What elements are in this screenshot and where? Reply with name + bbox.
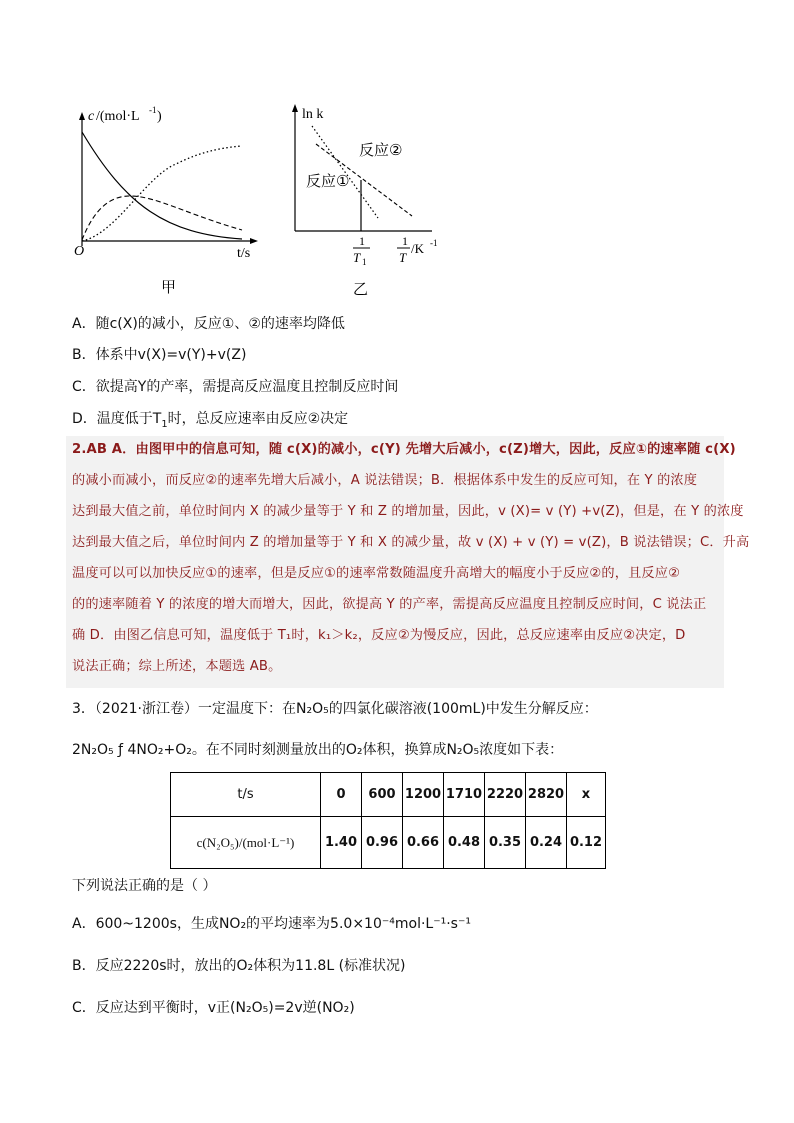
table-cell: 1.40	[321, 817, 362, 869]
table-header-cell: 2220	[485, 773, 526, 817]
yi-y-arrow-icon	[292, 104, 298, 112]
yi-tick-T: T	[353, 250, 361, 265]
q2-option-d	[72, 409, 348, 435]
yi-tick-sub: 1	[362, 257, 367, 267]
yi-x-unit: /K	[411, 241, 424, 256]
answer-line-7: 确 D．由图乙信息可知，温度低于 T₁时，k₁＞k₂，反应②为慢反应，因此，总反应速率由反应②决定，D	[72, 628, 686, 643]
kinetics-figures-svg	[66, 96, 456, 306]
answer-line-5: 温度可以可以加快反应①的速率，但是反应①的速率常数随温度升高增大的幅度小于反应②的，且反应②	[72, 566, 681, 581]
jia-y-label-c: c	[88, 109, 95, 124]
figure-yi	[292, 104, 438, 298]
yi-x-denominator: T	[399, 250, 407, 265]
table-header-cell: x	[567, 773, 606, 817]
yi-y-label: ln k	[302, 107, 324, 122]
table-cell: 0.35	[485, 817, 526, 869]
table-header-cell: 600	[362, 773, 403, 817]
answer-line-8: 说法正确；综上所述，本题选 AB。	[72, 659, 282, 674]
q3-option-b: B．反应2220s时，放出的O₂体积为11.8L (标准状况)	[72, 958, 406, 974]
jia-y-label-close: )	[157, 109, 162, 124]
q2-option-d-post: 时，总反应速率由反应②决定	[167, 411, 349, 427]
q3-prompt: 下列说法正确的是（ ）	[72, 878, 217, 894]
table-cell: 0.12	[567, 817, 606, 869]
table-header-cell: 1710	[444, 773, 485, 817]
table-header-cell: 1200	[403, 773, 444, 817]
q2-option-d-sub: 1	[161, 418, 168, 430]
q3-option-a: A．600~1200s，生成NO₂的平均速率为5.0×10⁻⁴mol·L⁻¹·s⁻¹	[72, 916, 471, 932]
yi-label-reaction1: 反应①	[306, 172, 350, 190]
yi-x-unit-exp: -1	[430, 238, 438, 248]
q2-option-b: B．体系中v(X)=v(Y)+v(Z)	[72, 347, 247, 363]
yi-tick-numerator: 1	[359, 234, 365, 248]
yi-caption: 乙	[353, 280, 369, 298]
figures	[66, 96, 456, 306]
yi-x-numerator: 1	[402, 234, 408, 248]
table-cell: 0.96	[362, 817, 403, 869]
q3-equation: 2N₂O₅ ƒ 4NO₂+O₂。在不同时刻测量放出的O₂体积，换算成N₂O₅浓度如下表：	[72, 742, 564, 758]
table-row	[171, 817, 606, 869]
jia-y-label-unit: /(mol·L	[96, 109, 140, 124]
table-cell: 0.66	[403, 817, 444, 869]
yi-label-reaction2: 反应②	[359, 141, 403, 159]
q2-option-c: C．欲提高Y的产率，需提高反应温度且控制反应时间	[72, 379, 399, 395]
concentration-table	[170, 772, 606, 869]
answer-line-2: 的减小而减小，而反应②的速率先增大后减小，A 说法错误；B．根据体系中发生的反应可知，在 Y 的浓度	[72, 473, 698, 488]
table-header-row	[171, 773, 606, 817]
jia-y-arrow-icon	[79, 112, 85, 120]
figure-jia	[74, 105, 258, 296]
table-header-cell: 2820	[526, 773, 567, 817]
q2-option-d-pre: D．温度低于T	[72, 411, 162, 427]
q2-option-a: A．随c(X)的减小，反应①、②的速率均降低	[72, 316, 345, 332]
table-cell: 0.24	[526, 817, 567, 869]
q3-option-c: C．反应达到平衡时，v正(N₂O₅)=2v逆(NO₂)	[72, 1000, 355, 1016]
jia-origin: O	[74, 244, 85, 259]
answer-line-6: 的的速率随着 Y 的浓度的增大而增大，因此，欲提高 Y 的产率，需提高反应温度且控制反应时间，C 说法正	[72, 597, 707, 612]
answer-line-3: 达到最大值之前，单位时间内 X 的减少量等于 Y 和 Z 的增加量，因此，v (X)= v (Y) +v(Z)，但是，在 Y 的浓度	[72, 504, 744, 519]
table-row-label: c(N₂O₅)/(mol·L⁻¹)	[171, 817, 321, 869]
jia-caption: 甲	[161, 278, 177, 296]
jia-y-label-exp: -1	[149, 105, 157, 115]
table-header-cell: 0	[321, 773, 362, 817]
table-header-cell: t/s	[171, 773, 321, 817]
answer-line-1: 2.AB A．由图甲中的信息可知，随 c(X)的减小，c(Y) 先增大后减小，c(Z)增大，因此，反应①的速率随 c(X)	[72, 442, 736, 457]
jia-x-label: t/s	[237, 246, 251, 261]
answer-line-4: 达到最大值之后，单位时间内 Z 的增加量等于 Y 和 X 的减少量，故 v (X) + v (Y) = v(Z)，B 说法错误；C．升高	[72, 535, 750, 550]
table-cell: 0.48	[444, 817, 485, 869]
jia-x-arrow-icon	[250, 238, 258, 244]
jia-curve-z	[82, 146, 242, 241]
q3-intro: 3．（2021·浙江卷）一定温度下：在N₂O₅的四氯化碳溶液(100mL)中发生分解反应：	[72, 701, 598, 717]
answer-explanation	[66, 436, 750, 688]
